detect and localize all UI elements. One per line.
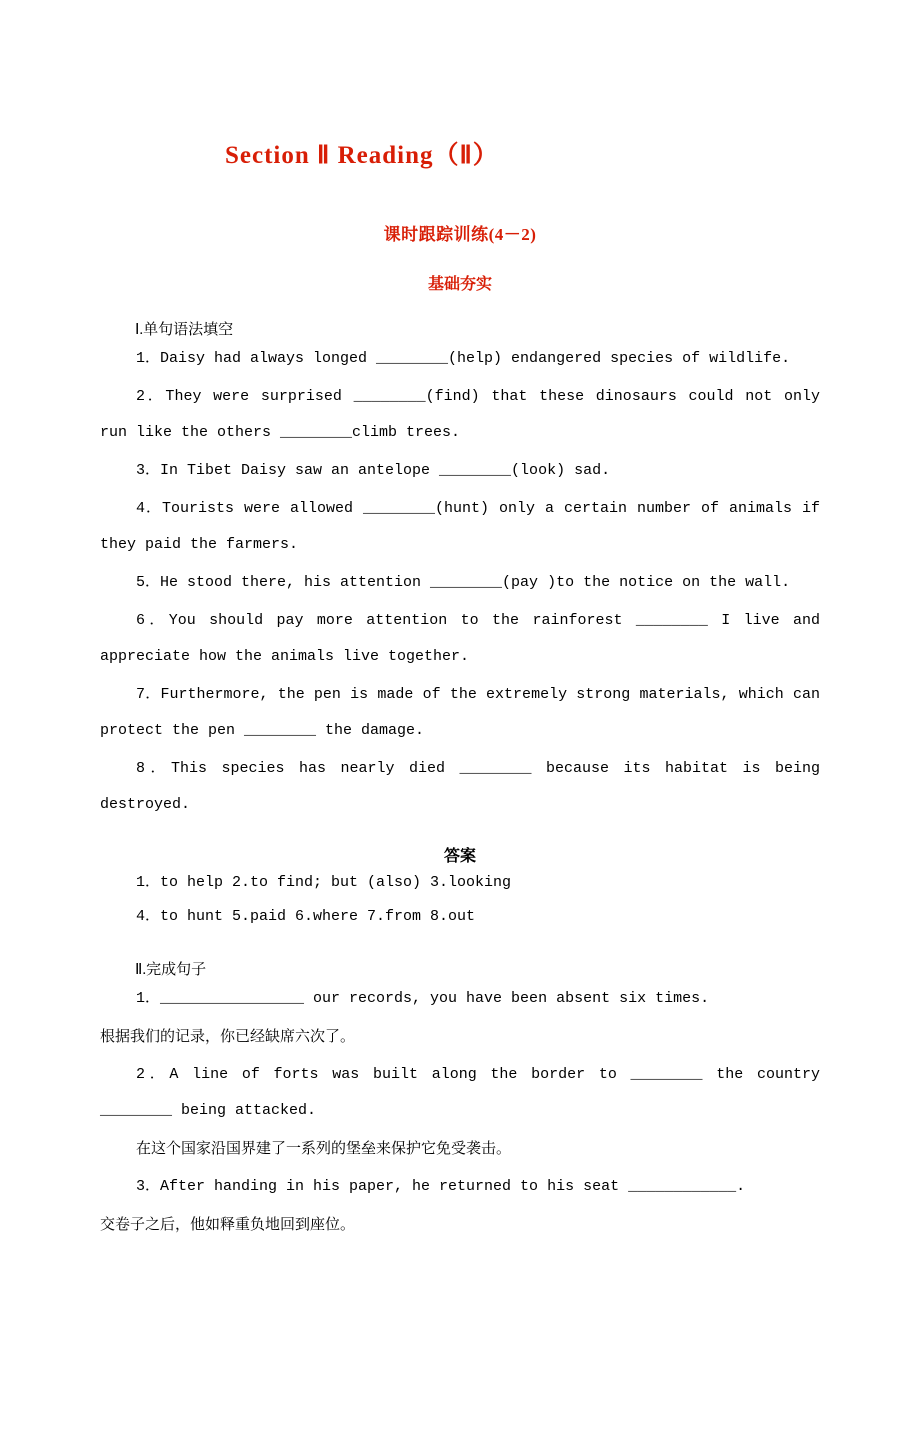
question-text: 1．________________ our records, you have been absent six times. [136,990,710,1007]
question-item [100,751,820,823]
page-title: Section Ⅱ Reading（Ⅱ） [225,142,499,169]
question-item [100,453,820,489]
answer-line: 4．to hunt 5.paid 6.where 7.from 8.out [136,908,476,925]
question-text: 3．After handing in his paper, he returned to his seat ____________. [136,1178,746,1195]
question-text: 6．You should pay more attention to the rainforest ________ I live and appreciate how the animals live together. [100,612,820,665]
question-item [100,491,820,563]
question-text: 1．Daisy had always longed ________(help) endangered species of wildlife. [136,350,791,367]
answer-line: 1．to help 2.to find; but (also) 3.looking [136,874,512,891]
question-item [100,341,820,377]
question-item [100,1057,820,1129]
part-one-heading: Ⅰ.单句语法填空 [135,322,234,338]
question-item [100,1169,820,1205]
question-item [100,379,820,451]
question-text: 5．He stood there, his attention ________(pay )to the notice on the wall. [136,574,791,591]
question-item [100,677,820,749]
document-page [0,135,920,1437]
question-text: 2．They were surprised ________(find) that these dinosaurs could not only run like the others ________climb trees. [100,388,820,441]
translation-text: 在这个国家沿国界建了一系列的堡垒来保护它免受袭击。 [136,1141,512,1157]
question-text: 2．A line of forts was built along the border to ________ the country ________ being attacked. [100,1066,820,1119]
question-text: 3．In Tibet Daisy saw an antelope ________(look) sad. [136,462,611,479]
question-translation: 根据我们的记录，你已经缺席六次了。 [100,1029,356,1045]
answers-heading: 答案 [443,848,476,865]
question-text: 4．Tourists were allowed ________(hunt) only a certain number of animals if they paid the farmers. [100,500,820,553]
question-text: 7．Furthermore, the pen is made of the extremely strong materials, which can protect the pen ________ the damage. [100,686,820,739]
question-text: 8．This species has nearly died ________ because its habitat is being destroyed. [100,760,820,813]
question-item [100,981,820,1017]
part-two-heading: Ⅱ.完成句子 [135,962,207,978]
question-item [100,603,820,675]
exercise-subtitle: 课时跟踪训练(4－2) [383,225,537,244]
section-heading-basics: 基础夯实 [427,276,492,293]
question-item [100,565,820,601]
question-translation: 交卷子之后，他如释重负地回到座位。 [100,1217,356,1233]
question-translation [100,1131,820,1167]
